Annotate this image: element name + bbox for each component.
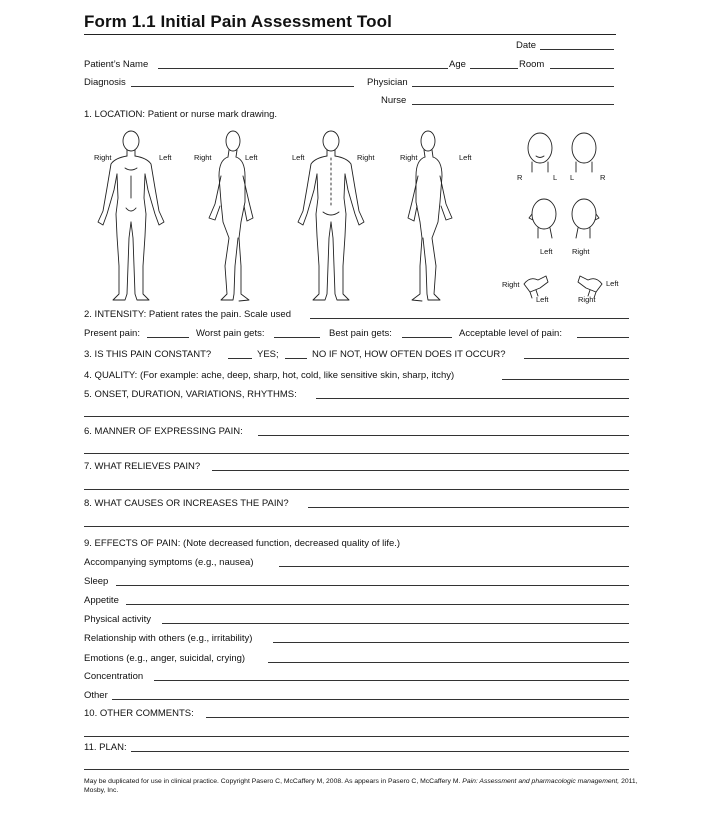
- effect-field-appetite[interactable]: [126, 604, 629, 605]
- onset-field[interactable]: [316, 398, 629, 399]
- acceptable-pain-label: Acceptable level of pain:: [459, 328, 562, 339]
- form-title: Form 1.1 Initial Pain Assessment Tool: [84, 12, 392, 31]
- quality-heading: 4. QUALITY: (For example: ache, deep, sharp, hot, cold, like sensitive skin, sharp, itchy): [84, 370, 455, 381]
- date-field[interactable]: [540, 49, 614, 50]
- quality-field[interactable]: [502, 379, 629, 380]
- manner-field-line-2[interactable]: [84, 453, 629, 454]
- effect-label-activity: Physical activity: [84, 614, 152, 625]
- causes-heading: 8. WHAT CAUSES OR INCREASES THE PAIN?: [84, 498, 289, 509]
- best-pain-label: Best pain gets:: [329, 328, 392, 339]
- date-label: Date: [516, 40, 537, 51]
- diagnosis-field[interactable]: [131, 86, 354, 87]
- hand-left-label-2: Left: [536, 295, 549, 304]
- constant-no-label: NO IF NOT, HOW OFTEN DOES IT OCCUR?: [312, 349, 506, 360]
- scale-used-field[interactable]: [310, 318, 629, 319]
- comments-field-line-2[interactable]: [84, 736, 629, 737]
- fig4-right-label: Right: [400, 153, 418, 162]
- head-side-left-label: Left: [540, 247, 553, 256]
- relieves-heading: 7. WHAT RELIEVES PAIN?: [84, 461, 201, 472]
- constant-no-field[interactable]: [285, 358, 307, 359]
- age-label: Age: [449, 59, 466, 70]
- body-back-figure: [298, 131, 364, 300]
- effect-field-other[interactable]: [112, 699, 629, 700]
- location-heading: 1. LOCATION: Patient or nurse mark drawing.: [84, 109, 278, 120]
- effects-heading: 9. EFFECTS OF PAIN: (Note decreased function, decreased quality of life.): [84, 538, 401, 549]
- fig1-left-label: Left: [159, 153, 172, 162]
- nurse-field[interactable]: [412, 104, 614, 105]
- fig3-left-label: Left: [292, 153, 305, 162]
- hand-left-label-1: Left: [606, 279, 619, 288]
- fig2-right-label: Right: [194, 153, 212, 162]
- intensity-heading: 2. INTENSITY: Patient rates the pain. Scale used: [84, 309, 291, 320]
- body-diagram[interactable]: [84, 126, 629, 311]
- effect-field-concentration[interactable]: [154, 680, 629, 681]
- acceptable-pain-field[interactable]: [577, 337, 629, 338]
- effect-label-concentration: Concentration: [84, 671, 144, 682]
- effect-field-symptoms[interactable]: [279, 566, 629, 567]
- copyright-footer: [84, 777, 639, 795]
- effect-label-other: Other: [84, 690, 108, 701]
- diagnosis-label: Diagnosis: [84, 77, 126, 88]
- best-pain-field[interactable]: [402, 337, 452, 338]
- manner-heading: 6. MANNER OF EXPRESSING PAIN:: [84, 426, 243, 437]
- effect-field-relationship[interactable]: [273, 642, 629, 643]
- physician-field[interactable]: [412, 86, 614, 87]
- head-front-back-figures: [528, 133, 596, 172]
- title-rule: [84, 34, 616, 35]
- effect-label-symptoms: Accompanying symptoms (e.g., nausea): [84, 557, 254, 568]
- head-r-label-1: R: [517, 173, 523, 182]
- effect-label-relationship: Relationship with others (e.g., irritability): [84, 633, 253, 644]
- comments-heading: 10. OTHER COMMENTS:: [84, 708, 194, 719]
- causes-field-line-2[interactable]: [84, 526, 629, 527]
- effect-label-appetite: Appetite: [84, 595, 119, 606]
- present-pain-field[interactable]: [147, 337, 189, 338]
- age-field[interactable]: [470, 68, 518, 69]
- effect-label-sleep: Sleep: [84, 576, 109, 587]
- footer-book-title: Pain: Assessment and pharmacologic management,: [462, 778, 620, 785]
- comments-field[interactable]: [206, 717, 629, 718]
- causes-field[interactable]: [308, 507, 629, 508]
- fig3-right-label: Right: [357, 153, 375, 162]
- worst-pain-label: Worst pain gets:: [196, 328, 265, 339]
- effect-label-emotions: Emotions (e.g., anger, suicidal, crying): [84, 653, 246, 664]
- onset-field-line-2[interactable]: [84, 416, 629, 417]
- effect-field-emotions[interactable]: [268, 662, 629, 663]
- room-field[interactable]: [550, 68, 614, 69]
- fig2-left-label: Left: [245, 153, 258, 162]
- head-side-right-label: Right: [572, 247, 590, 256]
- manner-field[interactable]: [258, 435, 629, 436]
- plan-field[interactable]: [131, 751, 629, 752]
- constant-yes-label: YES;: [257, 349, 279, 360]
- head-side-figures: [529, 199, 599, 238]
- head-l-label-1: L: [553, 173, 558, 182]
- footer-text: May be duplicated for use in clinical practice. Copyright Pasero C, McCaffery M, 2008. As appears in Pasero C, McCaffery M.: [84, 778, 461, 785]
- pain-frequency-field[interactable]: [524, 358, 629, 359]
- present-pain-label: Present pain:: [84, 328, 140, 339]
- constant-yes-field[interactable]: [228, 358, 252, 359]
- relieves-field-line-2[interactable]: [84, 489, 629, 490]
- relieves-field[interactable]: [212, 470, 629, 471]
- fig1-right-label: Right: [94, 153, 112, 162]
- onset-heading: 5. ONSET, DURATION, VARIATIONS, RHYTHMS:: [84, 389, 297, 400]
- plan-field-line-2[interactable]: [84, 769, 629, 770]
- hand-right-label-1: Right: [502, 280, 520, 289]
- room-label: Room: [519, 59, 545, 70]
- footer-tail: 2011, Mosby, Inc.: [84, 778, 638, 794]
- fig4-left-label: Left: [459, 153, 472, 162]
- patient-name-field[interactable]: [158, 68, 448, 69]
- effect-field-sleep[interactable]: [116, 585, 629, 586]
- plan-heading: 11. PLAN:: [84, 742, 127, 753]
- worst-pain-field[interactable]: [274, 337, 320, 338]
- head-l-label-2: L: [570, 173, 575, 182]
- head-r-label-2: R: [600, 173, 606, 182]
- patient-name-label: Patient’s Name: [84, 59, 149, 70]
- nurse-label: Nurse: [381, 95, 407, 106]
- constant-heading: 3. IS THIS PAIN CONSTANT?: [84, 349, 212, 360]
- hand-right-label-2: Right: [578, 295, 596, 304]
- physician-label: Physician: [367, 77, 408, 88]
- effect-field-activity[interactable]: [162, 623, 629, 624]
